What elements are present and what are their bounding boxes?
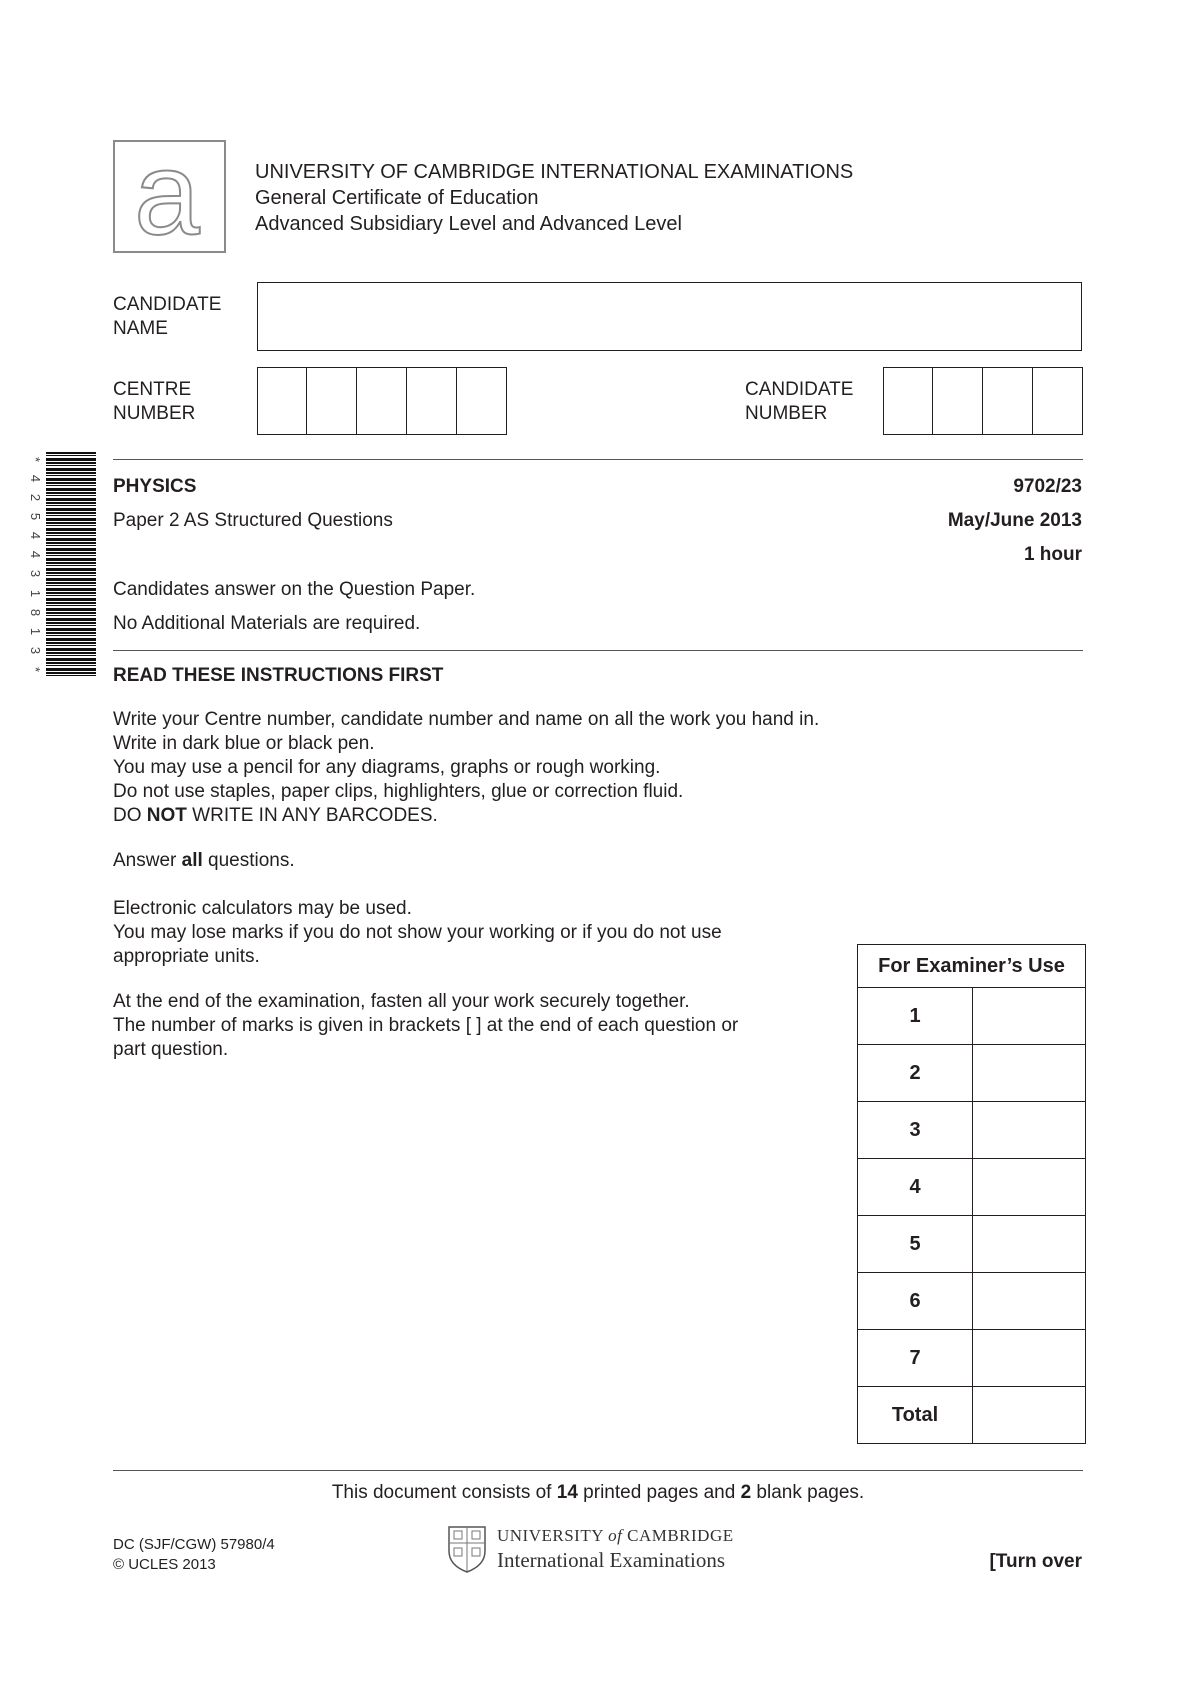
mark-cell[interactable] [973, 1102, 1086, 1159]
centre-number-digit[interactable] [406, 367, 457, 435]
divider [113, 650, 1083, 651]
candidate-number-label: CANDIDATE NUMBER [745, 379, 854, 424]
mark-cell[interactable] [973, 1273, 1086, 1330]
candidate-number-field[interactable] [883, 367, 1083, 435]
mark-cell[interactable] [973, 988, 1086, 1045]
table-row: 6 [858, 1273, 1086, 1330]
letter-a-logo-icon [115, 142, 224, 251]
candidate-name-field[interactable] [257, 282, 1082, 351]
barcode [46, 452, 96, 677]
mark-cell[interactable] [973, 1045, 1086, 1102]
document-reference: DC (SJF/CGW) 57980/4 © UCLES 2013 [113, 1536, 275, 1573]
table-row: 4 [858, 1159, 1086, 1216]
table-row: 1 [858, 988, 1086, 1045]
candidate-number-digit[interactable] [982, 367, 1033, 435]
level-name: Advanced Subsidiary Level and Advanced Level [255, 213, 682, 235]
instructions-block-4: At the end of the examination, fasten all your work securely together. The number of marks is given in brackets [ ] at the end of each question or part question. [113, 991, 739, 1060]
centre-number-digit[interactable] [306, 367, 357, 435]
table-row: 5 [858, 1216, 1086, 1273]
answer-note: Candidates answer on the Question Paper. [113, 579, 476, 600]
mark-cell[interactable] [973, 1330, 1086, 1387]
session: May/June 2013 [947, 510, 1082, 531]
examiner-use-table [857, 944, 1086, 1444]
table-row: 7 [858, 1330, 1086, 1387]
page-count-note: This document consists of 14 printed pages and 2 blank pages. [331, 1482, 865, 1503]
mark-cell[interactable] [973, 1159, 1086, 1216]
divider [113, 459, 1083, 460]
instructions-heading: READ THESE INSTRUCTIONS FIRST [113, 665, 444, 686]
certificate-name: General Certificate of Education [255, 187, 539, 209]
candidate-number-digit[interactable] [1032, 367, 1083, 435]
cambridge-footer-logo: UNIVERSITY of CAMBRIDGE International Examinations [497, 1526, 734, 1572]
centre-number-field[interactable] [257, 367, 507, 435]
answer-instruction: Answer all questions. [113, 850, 295, 871]
mark-cell[interactable] [973, 1387, 1086, 1444]
divider [113, 1470, 1083, 1471]
paper-code: 9702/23 [1013, 476, 1082, 497]
org-name: UNIVERSITY OF CAMBRIDGE INTERNATIONAL EXAMINATIONS [255, 161, 854, 183]
centre-number-label: CENTRE NUMBER [113, 379, 196, 424]
table-row: Total [858, 1387, 1086, 1444]
centre-number-digit[interactable] [257, 367, 307, 435]
centre-number-digit[interactable] [356, 367, 407, 435]
duration: 1 hour [1023, 544, 1082, 565]
instructions-block-3: Electronic calculators may be used. You may lose marks if you do not show your working or if you do not use appropriate units. [113, 898, 722, 967]
barcode-digits: * 4 2 5 4 4 3 1 8 1 3 * [28, 456, 44, 672]
examiner-use-heading: For Examiner’s Use [858, 945, 1086, 988]
svg-text:a: a [134, 142, 200, 251]
mark-cell[interactable] [973, 1216, 1086, 1273]
candidate-number-digit[interactable] [932, 367, 983, 435]
instructions-block-1: Write your Centre number, candidate number and name on all the work you hand in. Write in dark blue or black pen. You may use a pencil for any diagrams, graphs or rough working. Do not use staples, paper clips, highlighters, glue or correction fluid. DO NOT WRITE IN ANY BARCODES. [113, 709, 820, 826]
table-row: 3 [858, 1102, 1086, 1159]
subject: PHYSICS [113, 476, 197, 497]
materials-note: No Additional Materials are required. [113, 613, 421, 634]
candidate-name-label: CANDIDATE NAME [113, 294, 222, 339]
cambridge-crest-icon [447, 1525, 487, 1578]
candidate-number-digit[interactable] [883, 367, 933, 435]
centre-number-digit[interactable] [456, 367, 507, 435]
table-row: 2 [858, 1045, 1086, 1102]
turn-over-note: [Turn over [989, 1551, 1082, 1572]
paper-title: Paper 2 AS Structured Questions [113, 510, 393, 531]
exam-board-logo [113, 140, 226, 253]
